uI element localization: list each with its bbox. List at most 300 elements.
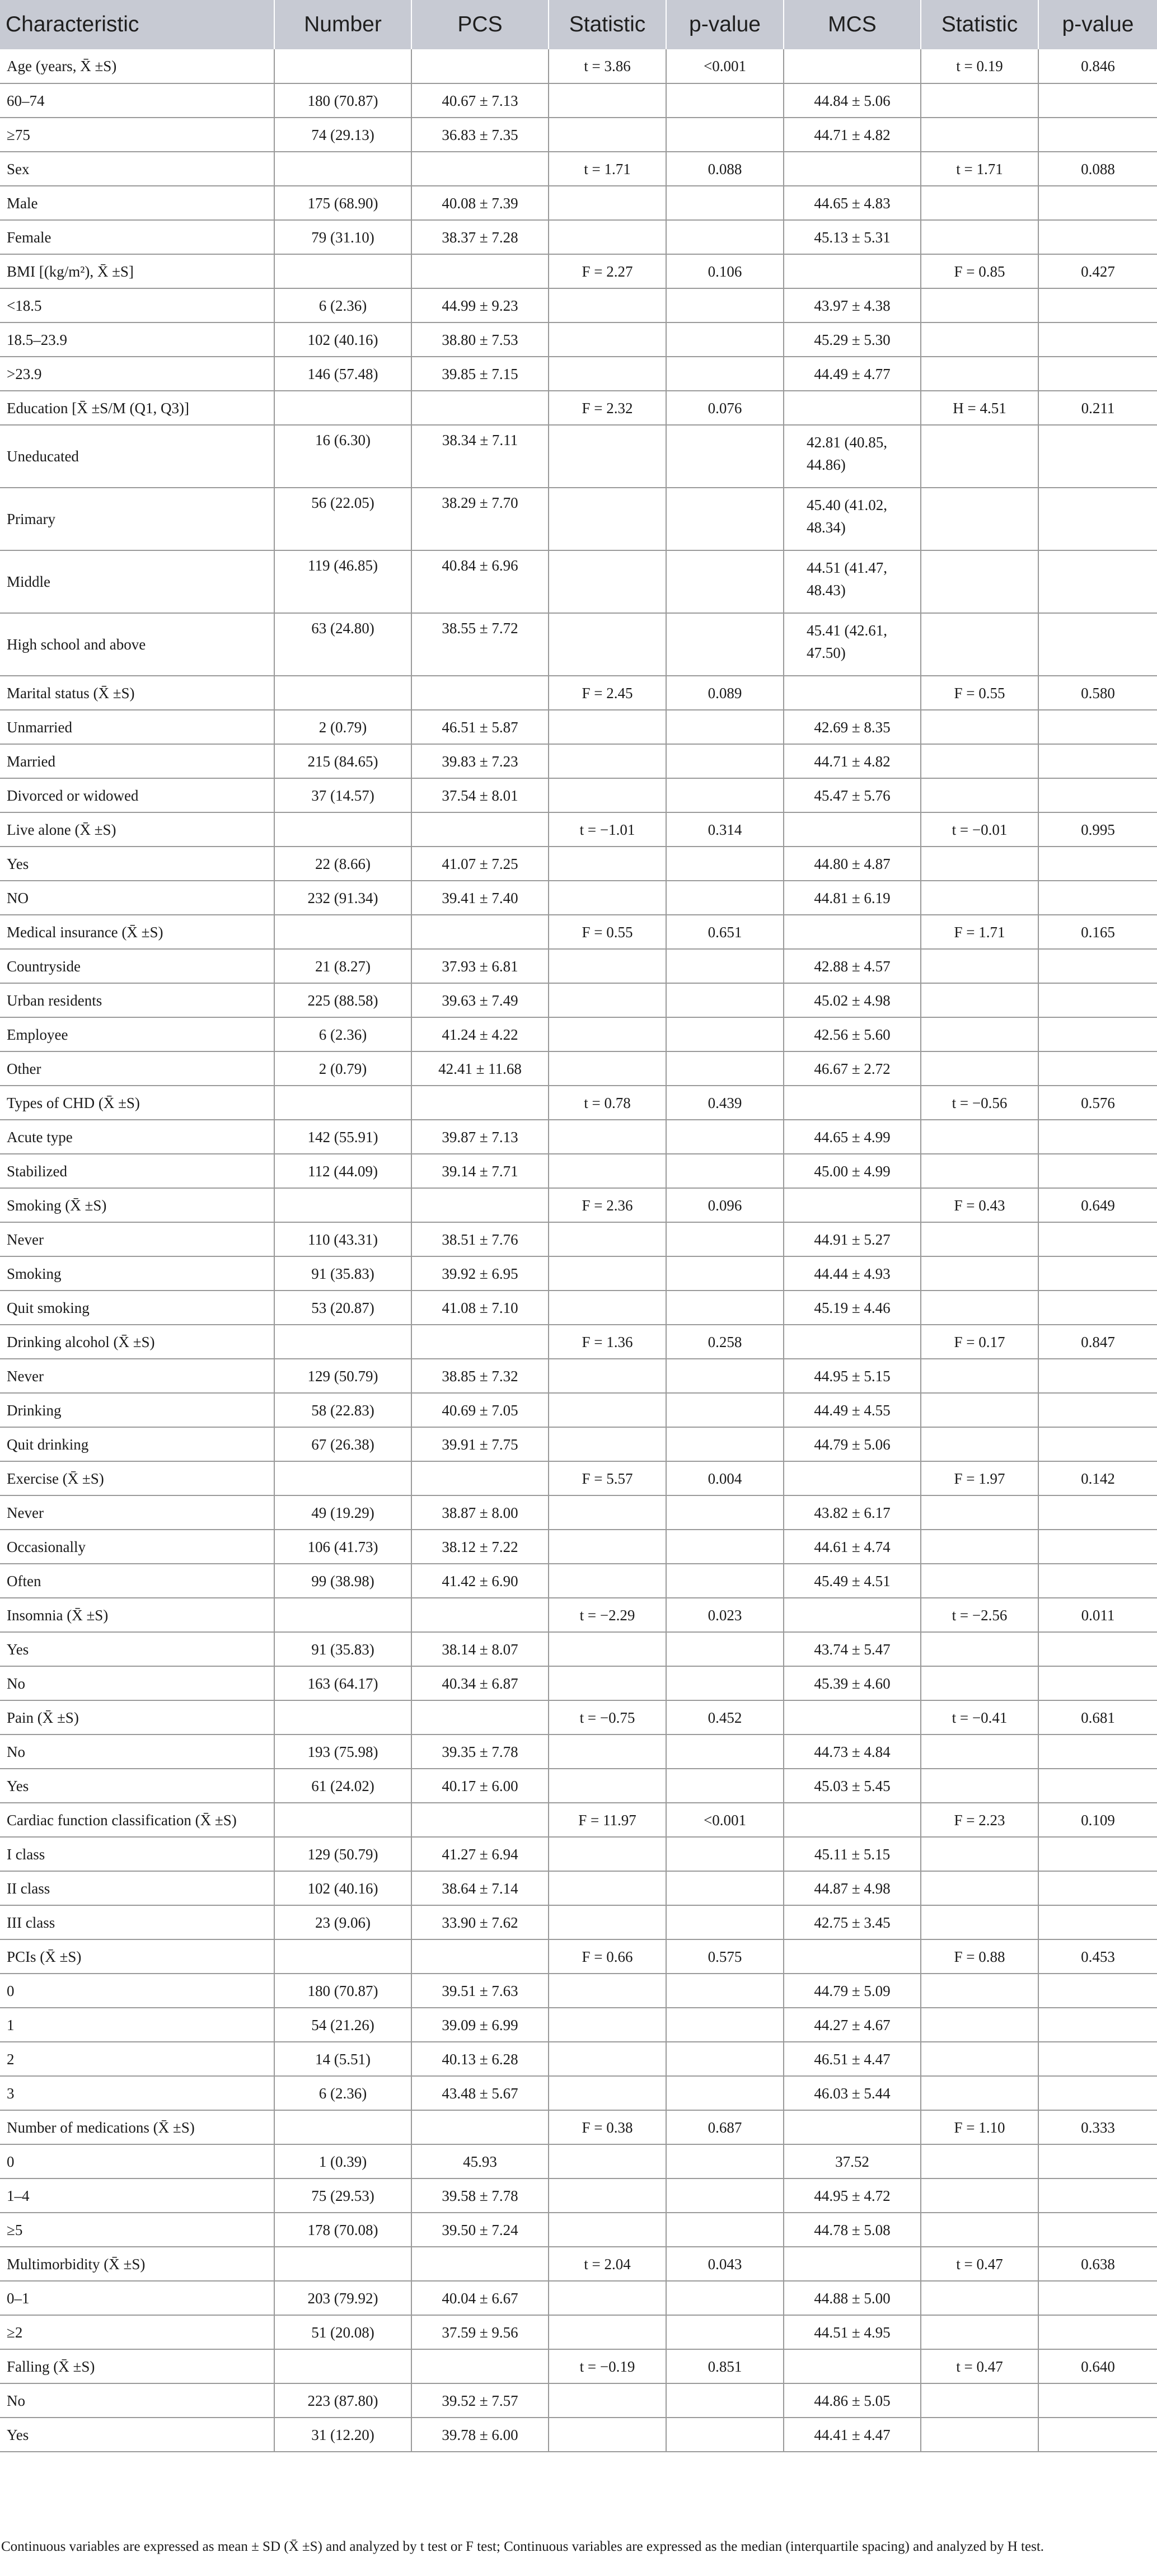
table-cell: 40.04 ± 6.67 bbox=[411, 2281, 549, 2315]
table-cell: 39.83 ± 7.23 bbox=[411, 744, 549, 778]
table-cell bbox=[549, 2076, 666, 2110]
table-cell bbox=[921, 357, 1038, 391]
table-cell: 0.096 bbox=[666, 1188, 784, 1222]
table-cell bbox=[1038, 1359, 1157, 1393]
table-cell: 40.13 ± 6.28 bbox=[411, 2042, 549, 2076]
table-cell: 39.63 ± 7.49 bbox=[411, 983, 549, 1017]
table-cell bbox=[1038, 710, 1157, 744]
table-cell bbox=[1038, 2178, 1157, 2213]
table-cell: 180 (70.87) bbox=[274, 83, 411, 118]
table-cell: 44.41 ± 4.47 bbox=[784, 2418, 921, 2452]
table-cell bbox=[666, 847, 784, 881]
table-cell bbox=[666, 322, 784, 357]
row-label: Countryside bbox=[0, 949, 274, 983]
table-cell: 44.91 ± 5.27 bbox=[784, 1222, 921, 1256]
row-label: No bbox=[0, 2383, 274, 2418]
table-cell bbox=[921, 881, 1038, 915]
table-cell: 44.79 ± 5.06 bbox=[784, 1427, 921, 1461]
table-cell bbox=[666, 1974, 784, 2008]
table-cell: F = 0.66 bbox=[549, 1939, 666, 1974]
table-row bbox=[0, 186, 1157, 220]
table-cell bbox=[274, 2110, 411, 2144]
table-cell bbox=[921, 288, 1038, 322]
table-cell bbox=[666, 488, 784, 550]
table-cell bbox=[1038, 2315, 1157, 2349]
column-header-4: p-value bbox=[666, 0, 784, 49]
table-cell: 39.58 ± 7.78 bbox=[411, 2178, 549, 2213]
table-cell bbox=[784, 676, 921, 710]
table-cell: 75 (29.53) bbox=[274, 2178, 411, 2213]
column-header-0: Characteristic bbox=[0, 0, 274, 49]
table-cell: F = 2.23 bbox=[921, 1803, 1038, 1837]
table-cell bbox=[1038, 1427, 1157, 1461]
table-cell bbox=[549, 1632, 666, 1666]
table-cell bbox=[921, 1495, 1038, 1530]
table-cell: 215 (84.65) bbox=[274, 744, 411, 778]
table-cell: 0.649 bbox=[1038, 1188, 1157, 1222]
table-cell: 45.49 ± 4.51 bbox=[784, 1564, 921, 1598]
table-cell: 46.67 ± 2.72 bbox=[784, 1051, 921, 1086]
table-cell bbox=[1038, 2418, 1157, 2452]
table-row bbox=[0, 881, 1157, 915]
table-cell bbox=[549, 778, 666, 812]
table-cell bbox=[411, 1086, 549, 1120]
table-cell: 45.29 ± 5.30 bbox=[784, 322, 921, 357]
row-label: 0–1 bbox=[0, 2281, 274, 2315]
table-cell bbox=[274, 152, 411, 186]
table-cell: 38.51 ± 7.76 bbox=[411, 1222, 549, 1256]
row-label: Divorced or widowed bbox=[0, 778, 274, 812]
table-cell bbox=[666, 1359, 784, 1393]
table-cell bbox=[666, 1837, 784, 1871]
table-cell bbox=[921, 2281, 1038, 2315]
table-row bbox=[0, 1530, 1157, 1564]
table-row bbox=[0, 915, 1157, 949]
table-cell bbox=[1038, 1154, 1157, 1188]
table-cell bbox=[784, 1461, 921, 1495]
row-label: Male bbox=[0, 186, 274, 220]
table-cell: t = −2.29 bbox=[549, 1598, 666, 1632]
row-label: 2 bbox=[0, 2042, 274, 2076]
table-cell: 0.995 bbox=[1038, 812, 1157, 847]
table-cell bbox=[549, 1427, 666, 1461]
row-label: Age (years, X̄ ±S) bbox=[0, 49, 274, 83]
row-label: Often bbox=[0, 1564, 274, 1598]
row-label: Primary bbox=[0, 488, 274, 550]
table-cell: 43.97 ± 4.38 bbox=[784, 288, 921, 322]
row-label: Cardiac function classification (X̄ ±S) bbox=[0, 1803, 274, 1837]
table-row bbox=[0, 1803, 1157, 1837]
row-label: Falling (X̄ ±S) bbox=[0, 2349, 274, 2383]
table-row bbox=[0, 1769, 1157, 1803]
table-cell bbox=[1038, 1769, 1157, 1803]
table-cell bbox=[1038, 847, 1157, 881]
table-cell: 38.34 ± 7.11 bbox=[411, 425, 549, 488]
table-cell: 23 (9.06) bbox=[274, 1905, 411, 1939]
table-cell: t = 1.71 bbox=[921, 152, 1038, 186]
table-cell: 106 (41.73) bbox=[274, 1530, 411, 1564]
table-cell bbox=[784, 1188, 921, 1222]
table-cell: 44.78 ± 5.08 bbox=[784, 2213, 921, 2247]
table-cell: H = 4.51 bbox=[921, 391, 1038, 425]
table-cell: 61 (24.02) bbox=[274, 1769, 411, 1803]
table-cell: 163 (64.17) bbox=[274, 1666, 411, 1700]
table-cell bbox=[1038, 1871, 1157, 1905]
table-cell: 38.80 ± 7.53 bbox=[411, 322, 549, 357]
table-cell: 180 (70.87) bbox=[274, 1974, 411, 2008]
table-cell bbox=[549, 1051, 666, 1086]
table-cell bbox=[274, 1939, 411, 1974]
table-cell: 44.71 ± 4.82 bbox=[784, 118, 921, 152]
table-cell: F = 0.88 bbox=[921, 1939, 1038, 1974]
table-row bbox=[0, 1154, 1157, 1188]
table-cell bbox=[666, 1017, 784, 1051]
table-cell bbox=[921, 1769, 1038, 1803]
table-cell: 42.75 ± 3.45 bbox=[784, 1905, 921, 1939]
table-cell bbox=[549, 220, 666, 254]
table-cell bbox=[549, 2315, 666, 2349]
table-cell: 39.85 ± 7.15 bbox=[411, 357, 549, 391]
table-cell bbox=[274, 915, 411, 949]
table-cell: 2 (0.79) bbox=[274, 1051, 411, 1086]
table-cell: 44.84 ± 5.06 bbox=[784, 83, 921, 118]
table-cell: t = −1.01 bbox=[549, 812, 666, 847]
table-cell bbox=[1038, 881, 1157, 915]
table-cell bbox=[549, 881, 666, 915]
row-label: Education [X̄ ±S/M (Q1, Q3)] bbox=[0, 391, 274, 425]
table-cell: 44.65 ± 4.83 bbox=[784, 186, 921, 220]
row-label: Yes bbox=[0, 1632, 274, 1666]
table-cell: 0.651 bbox=[666, 915, 784, 949]
table-cell bbox=[549, 118, 666, 152]
table-row bbox=[0, 220, 1157, 254]
table-cell: 38.12 ± 7.22 bbox=[411, 1530, 549, 1564]
table-cell: 43.74 ± 5.47 bbox=[784, 1632, 921, 1666]
row-label: NO bbox=[0, 881, 274, 915]
table-cell: 0.211 bbox=[1038, 391, 1157, 425]
table-cell: 56 (22.05) bbox=[274, 488, 411, 550]
table-cell bbox=[784, 2349, 921, 2383]
table-cell bbox=[1038, 613, 1157, 676]
table-row bbox=[0, 1325, 1157, 1359]
row-label: Medical insurance (X̄ ±S) bbox=[0, 915, 274, 949]
table-row bbox=[0, 288, 1157, 322]
table-cell: 39.50 ± 7.24 bbox=[411, 2213, 549, 2247]
table-cell: 146 (57.48) bbox=[274, 357, 411, 391]
table-row bbox=[0, 2144, 1157, 2178]
table-cell bbox=[1038, 550, 1157, 613]
table-row bbox=[0, 744, 1157, 778]
table-cell: 175 (68.90) bbox=[274, 186, 411, 220]
table-cell: 0.089 bbox=[666, 676, 784, 710]
table-row bbox=[0, 1051, 1157, 1086]
table-cell bbox=[549, 744, 666, 778]
table-cell: 40.34 ± 6.87 bbox=[411, 1666, 549, 1700]
table-cell bbox=[1038, 118, 1157, 152]
table-cell bbox=[274, 1803, 411, 1837]
table-cell: t = 1.71 bbox=[549, 152, 666, 186]
table-cell bbox=[549, 1666, 666, 1700]
table-row bbox=[0, 488, 1157, 550]
table-cell bbox=[666, 1769, 784, 1803]
table-row bbox=[0, 49, 1157, 83]
header-row bbox=[0, 0, 1157, 49]
table-cell: 232 (91.34) bbox=[274, 881, 411, 915]
table-cell: 0.851 bbox=[666, 2349, 784, 2383]
table-cell bbox=[921, 778, 1038, 812]
table-cell bbox=[921, 1427, 1038, 1461]
table-cell bbox=[921, 1291, 1038, 1325]
table-cell bbox=[666, 1291, 784, 1325]
table-cell bbox=[1038, 949, 1157, 983]
table-cell bbox=[549, 488, 666, 550]
row-label: PCIs (X̄ ±S) bbox=[0, 1939, 274, 1974]
table-cell: 44.88 ± 5.00 bbox=[784, 2281, 921, 2315]
table-row bbox=[0, 2349, 1157, 2383]
table-cell: 41.42 ± 6.90 bbox=[411, 1564, 549, 1598]
row-label: ≥2 bbox=[0, 2315, 274, 2349]
table-cell: 37.52 bbox=[784, 2144, 921, 2178]
table-cell: 44.73 ± 4.84 bbox=[784, 1735, 921, 1769]
table-cell bbox=[666, 2042, 784, 2076]
table-cell bbox=[921, 1256, 1038, 1291]
table-cell bbox=[784, 812, 921, 847]
table-cell: 40.67 ± 7.13 bbox=[411, 83, 549, 118]
table-cell: 58 (22.83) bbox=[274, 1393, 411, 1427]
table-cell bbox=[1038, 2144, 1157, 2178]
table-cell bbox=[1038, 1632, 1157, 1666]
table-cell: 45.41 (42.61, 47.50) bbox=[784, 613, 921, 676]
table-cell: 0.453 bbox=[1038, 1939, 1157, 1974]
table-row bbox=[0, 2110, 1157, 2144]
table-cell: 38.14 ± 8.07 bbox=[411, 1632, 549, 1666]
table-cell bbox=[1038, 2042, 1157, 2076]
table-cell: 37.93 ± 6.81 bbox=[411, 949, 549, 983]
row-label: ≥75 bbox=[0, 118, 274, 152]
row-label: Other bbox=[0, 1051, 274, 1086]
table-cell bbox=[784, 1939, 921, 1974]
table-cell: 14 (5.51) bbox=[274, 2042, 411, 2076]
table-cell: 39.51 ± 7.63 bbox=[411, 1974, 549, 2008]
row-label: Quit drinking bbox=[0, 1427, 274, 1461]
table-cell bbox=[921, 1393, 1038, 1427]
table-cell: t = 2.04 bbox=[549, 2247, 666, 2281]
table-cell: 46.03 ± 5.44 bbox=[784, 2076, 921, 2110]
table-cell bbox=[1038, 322, 1157, 357]
table-cell bbox=[921, 1632, 1038, 1666]
table-row bbox=[0, 2418, 1157, 2452]
table-cell bbox=[274, 1086, 411, 1120]
table-cell bbox=[784, 2247, 921, 2281]
table-cell bbox=[784, 1803, 921, 1837]
row-label: 0 bbox=[0, 2144, 274, 2178]
table-cell bbox=[549, 1291, 666, 1325]
table-cell bbox=[411, 1325, 549, 1359]
table-row bbox=[0, 391, 1157, 425]
table-cell bbox=[1038, 778, 1157, 812]
table-cell: 39.78 ± 6.00 bbox=[411, 2418, 549, 2452]
table-cell bbox=[411, 1598, 549, 1632]
table-cell bbox=[1038, 83, 1157, 118]
table-cell: F = 2.32 bbox=[549, 391, 666, 425]
table-cell bbox=[411, 1803, 549, 1837]
table-cell bbox=[1038, 288, 1157, 322]
table-cell: F = 0.38 bbox=[549, 2110, 666, 2144]
table-cell bbox=[411, 391, 549, 425]
table-cell bbox=[921, 2418, 1038, 2452]
table-cell: 129 (50.79) bbox=[274, 1359, 411, 1393]
table-cell: 0.687 bbox=[666, 2110, 784, 2144]
table-cell bbox=[274, 1325, 411, 1359]
table-cell: 45.02 ± 4.98 bbox=[784, 983, 921, 1017]
column-header-1: Number bbox=[274, 0, 411, 49]
row-label: <18.5 bbox=[0, 288, 274, 322]
table-cell: 40.17 ± 6.00 bbox=[411, 1769, 549, 1803]
row-label: Insomnia (X̄ ±S) bbox=[0, 1598, 274, 1632]
row-label: Stabilized bbox=[0, 1154, 274, 1188]
table-cell bbox=[666, 288, 784, 322]
table-cell bbox=[274, 2247, 411, 2281]
table-cell bbox=[666, 83, 784, 118]
table-cell: 39.91 ± 7.75 bbox=[411, 1427, 549, 1461]
table-cell: 0.106 bbox=[666, 254, 784, 288]
table-cell bbox=[921, 1222, 1038, 1256]
table-cell: 0.575 bbox=[666, 1939, 784, 1974]
table-cell: 45.93 bbox=[411, 2144, 549, 2178]
table-cell: 41.07 ± 7.25 bbox=[411, 847, 549, 881]
table-cell bbox=[549, 357, 666, 391]
table-cell bbox=[921, 2042, 1038, 2076]
table-cell bbox=[1038, 1393, 1157, 1427]
table-cell: t = −0.19 bbox=[549, 2349, 666, 2383]
table-cell: 0.452 bbox=[666, 1700, 784, 1735]
table-cell: 0.640 bbox=[1038, 2349, 1157, 2383]
table-cell: 44.49 ± 4.55 bbox=[784, 1393, 921, 1427]
table-cell: 6 (2.36) bbox=[274, 2076, 411, 2110]
table-cell bbox=[921, 983, 1038, 1017]
table-cell bbox=[411, 676, 549, 710]
row-label: 3 bbox=[0, 2076, 274, 2110]
table-cell bbox=[921, 1871, 1038, 1905]
table-cell bbox=[549, 1871, 666, 1905]
column-header-6: Statistic bbox=[921, 0, 1038, 49]
table-footnote: Continuous variables are expressed as mean ± SD (X̄ ±S) and analyzed by t test or F test; Continuous variables are expressed as the median (interquartile spacing) and analyzed by H test. bbox=[1, 2539, 1044, 2554]
table-cell bbox=[549, 710, 666, 744]
table-cell bbox=[784, 1325, 921, 1359]
table-row bbox=[0, 1666, 1157, 1700]
table-cell bbox=[921, 1154, 1038, 1188]
table-cell bbox=[921, 2008, 1038, 2042]
table-cell: F = 0.55 bbox=[549, 915, 666, 949]
table-cell: 91 (35.83) bbox=[274, 1256, 411, 1291]
table-cell: 45.39 ± 4.60 bbox=[784, 1666, 921, 1700]
table-cell bbox=[549, 1837, 666, 1871]
row-label: Yes bbox=[0, 847, 274, 881]
table-cell: F = 0.85 bbox=[921, 254, 1038, 288]
table-cell: 0.638 bbox=[1038, 2247, 1157, 2281]
table-cell: 99 (38.98) bbox=[274, 1564, 411, 1598]
table-row bbox=[0, 2383, 1157, 2418]
row-label: Drinking bbox=[0, 1393, 274, 1427]
table-cell bbox=[549, 1735, 666, 1769]
row-label: Pain (X̄ ±S) bbox=[0, 1700, 274, 1735]
table-cell: F = 2.27 bbox=[549, 254, 666, 288]
table-cell: 67 (26.38) bbox=[274, 1427, 411, 1461]
table-cell: 0.681 bbox=[1038, 1700, 1157, 1735]
row-label: No bbox=[0, 1666, 274, 1700]
table-cell: F = 11.97 bbox=[549, 1803, 666, 1837]
table-cell bbox=[666, 613, 784, 676]
table-cell bbox=[666, 2008, 784, 2042]
table-cell: <0.001 bbox=[666, 49, 784, 83]
table-cell: 38.55 ± 7.72 bbox=[411, 613, 549, 676]
table-row bbox=[0, 1291, 1157, 1325]
table-cell bbox=[666, 2281, 784, 2315]
table-cell bbox=[666, 778, 784, 812]
table-cell: t = 0.47 bbox=[921, 2247, 1038, 2281]
table-cell bbox=[1038, 488, 1157, 550]
table-cell: 2 (0.79) bbox=[274, 710, 411, 744]
table-cell bbox=[666, 983, 784, 1017]
table-cell bbox=[1038, 220, 1157, 254]
row-label: 1 bbox=[0, 2008, 274, 2042]
table-cell: F = 1.10 bbox=[921, 2110, 1038, 2144]
table-cell: 39.41 ± 7.40 bbox=[411, 881, 549, 915]
table-row bbox=[0, 1632, 1157, 1666]
table-cell bbox=[549, 2383, 666, 2418]
table-cell: 40.84 ± 6.96 bbox=[411, 550, 549, 613]
table-cell bbox=[549, 1564, 666, 1598]
table-cell bbox=[411, 2247, 549, 2281]
table-cell bbox=[666, 1222, 784, 1256]
table-cell: 63 (24.80) bbox=[274, 613, 411, 676]
table-cell: 42.69 ± 8.35 bbox=[784, 710, 921, 744]
table-cell bbox=[549, 1222, 666, 1256]
table-cell bbox=[784, 152, 921, 186]
table-cell bbox=[921, 1359, 1038, 1393]
table-cell: 91 (35.83) bbox=[274, 1632, 411, 1666]
table-cell bbox=[411, 49, 549, 83]
table-cell bbox=[274, 1188, 411, 1222]
row-label: 0 bbox=[0, 1974, 274, 2008]
table-cell bbox=[921, 186, 1038, 220]
table-cell: 38.37 ± 7.28 bbox=[411, 220, 549, 254]
table-cell bbox=[411, 1939, 549, 1974]
table-cell bbox=[666, 744, 784, 778]
table-cell: t = 0.78 bbox=[549, 1086, 666, 1120]
table-cell bbox=[1038, 1905, 1157, 1939]
table-cell: 0.314 bbox=[666, 812, 784, 847]
table-cell bbox=[666, 1427, 784, 1461]
row-label: High school and above bbox=[0, 613, 274, 676]
table-cell: t = 0.19 bbox=[921, 49, 1038, 83]
table-cell bbox=[549, 288, 666, 322]
table-cell bbox=[549, 1017, 666, 1051]
table-cell bbox=[549, 1530, 666, 1564]
table-cell bbox=[411, 152, 549, 186]
row-label: I class bbox=[0, 1837, 274, 1871]
table-cell: 39.09 ± 6.99 bbox=[411, 2008, 549, 2042]
table-row bbox=[0, 710, 1157, 744]
row-label: 1–4 bbox=[0, 2178, 274, 2213]
table-cell: 42.41 ± 11.68 bbox=[411, 1051, 549, 1086]
table-cell bbox=[1038, 1051, 1157, 1086]
table-row bbox=[0, 2315, 1157, 2349]
table-cell bbox=[666, 118, 784, 152]
table-row bbox=[0, 83, 1157, 118]
table-cell: 45.40 (41.02, 48.34) bbox=[784, 488, 921, 550]
row-label: Yes bbox=[0, 1769, 274, 1803]
